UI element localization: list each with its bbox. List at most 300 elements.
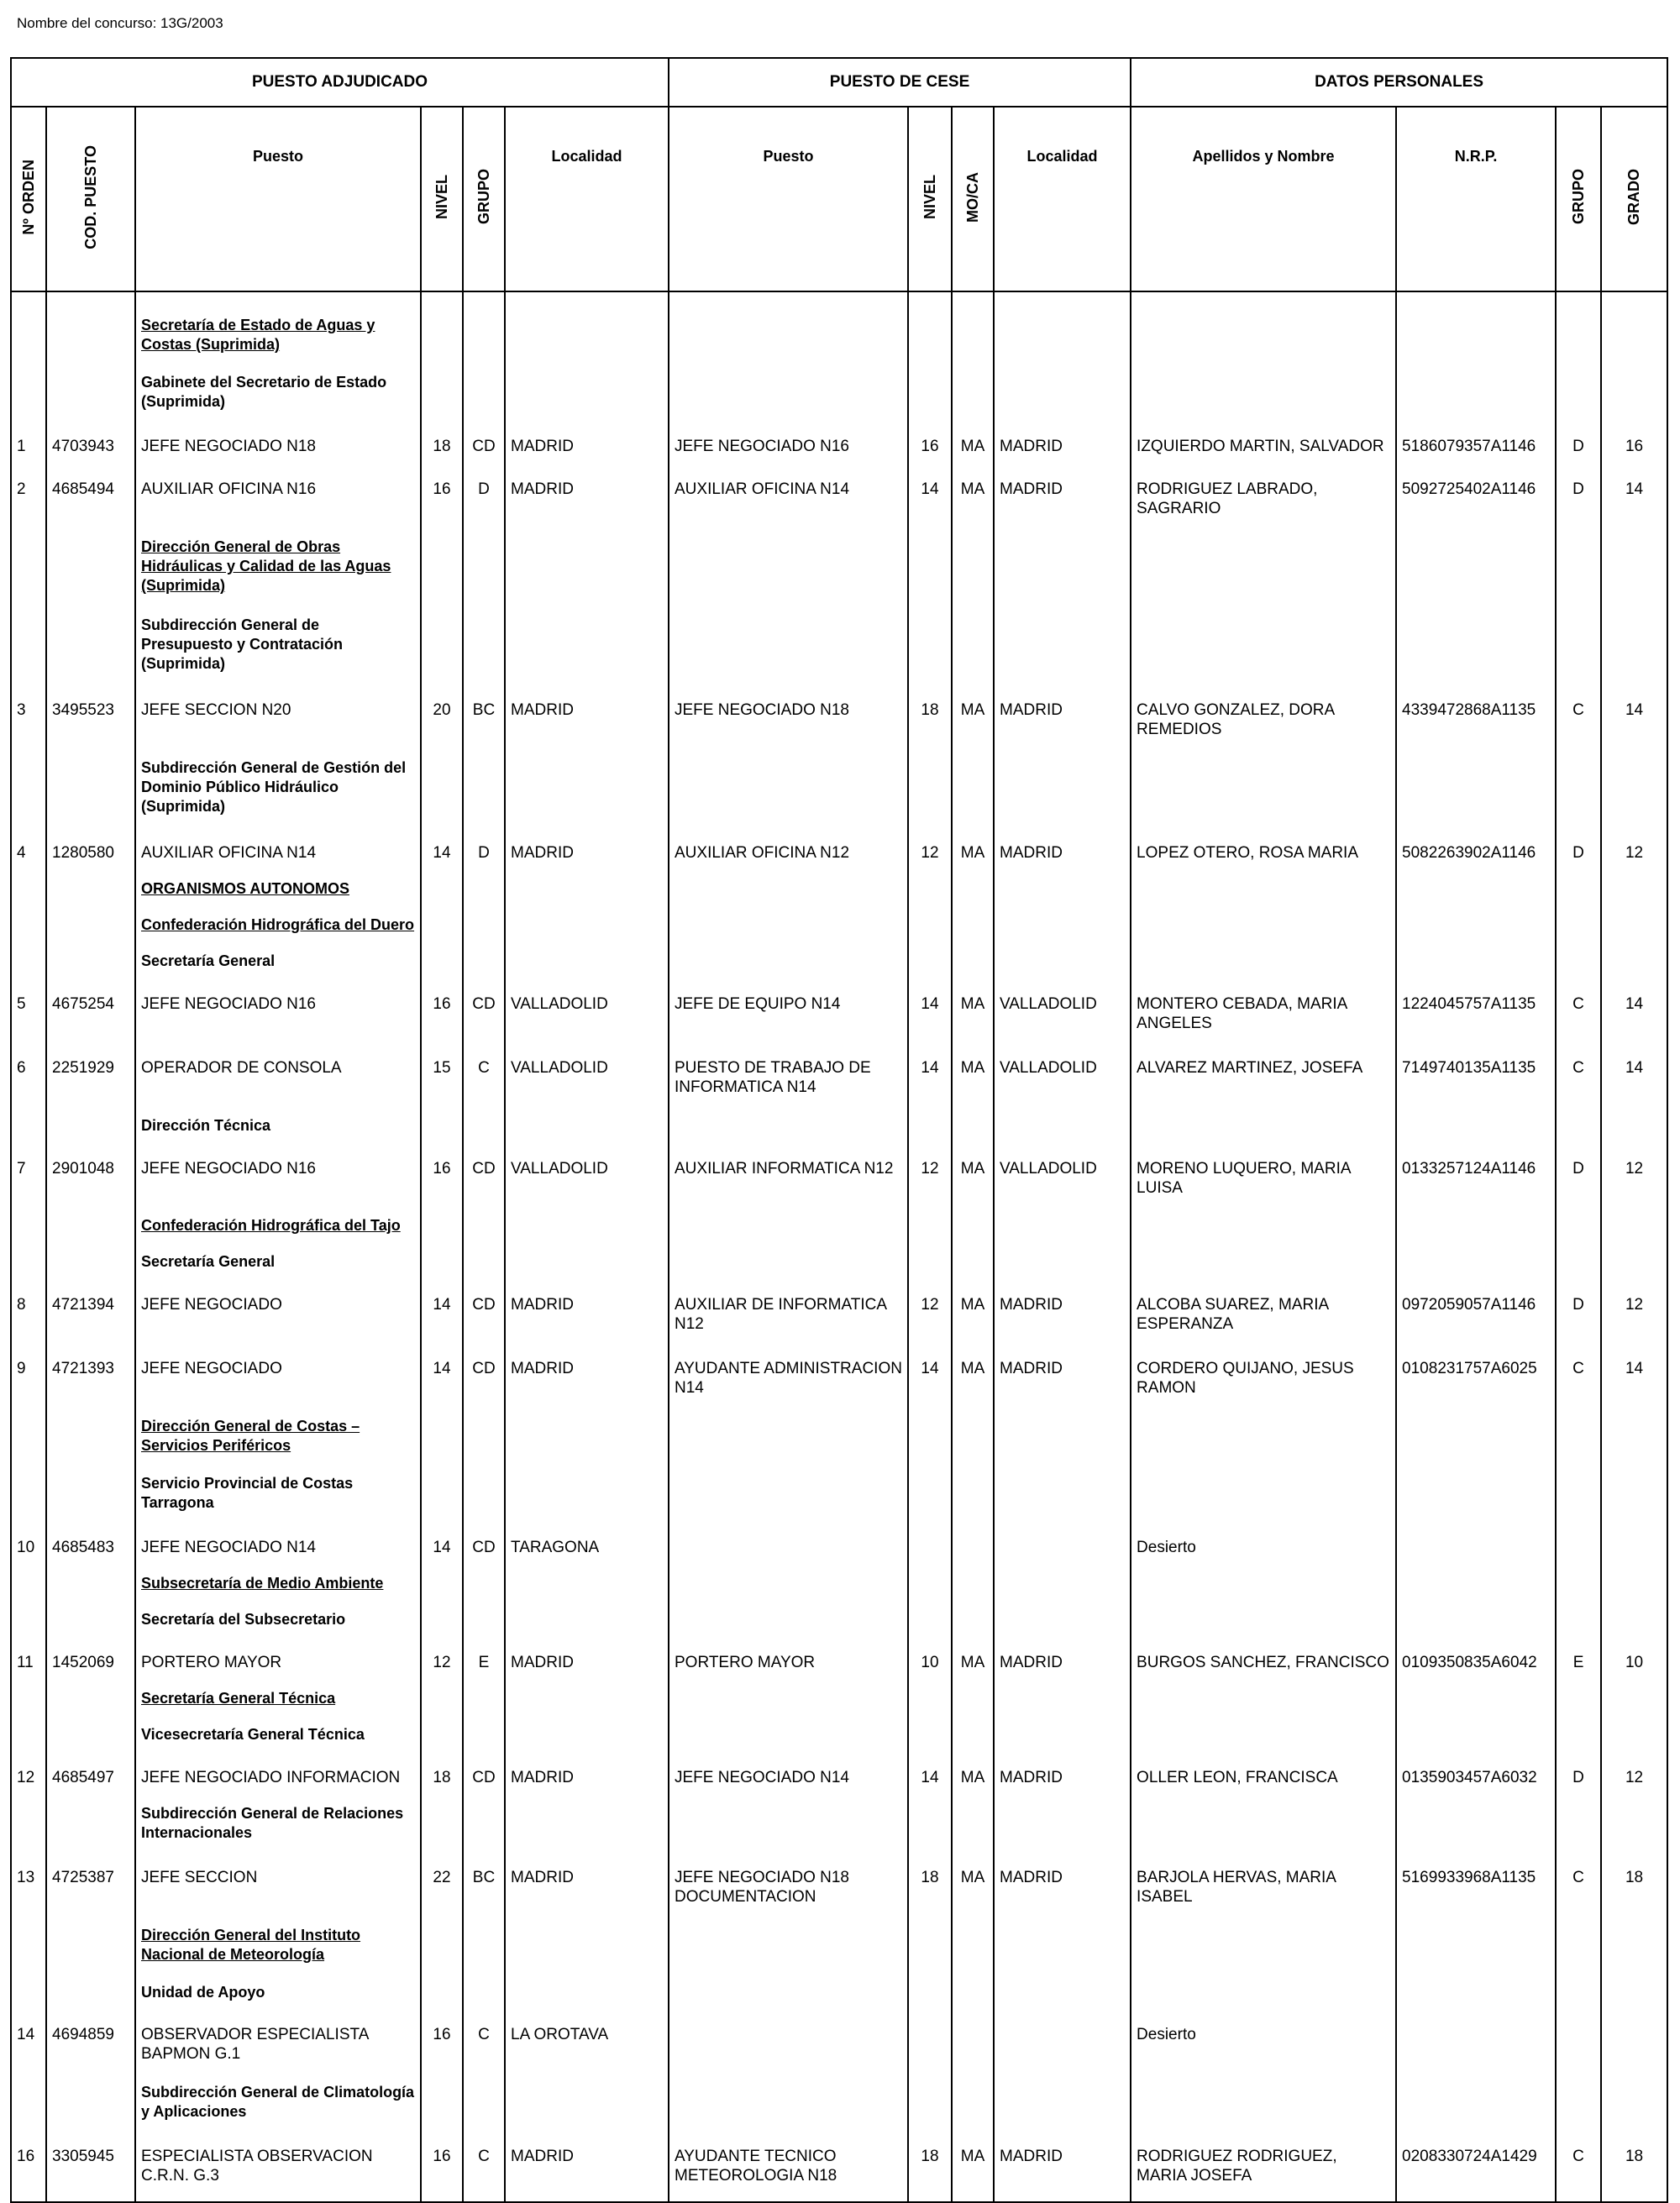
empty-cell: [908, 755, 952, 833]
table-row: [11, 1643, 1667, 1686]
cell-moca: MA: [952, 1048, 994, 1113]
empty-cell: [505, 1414, 669, 1471]
empty-cell: [11, 534, 46, 612]
section-title-text: Confederación Hidrográfica del Duero: [141, 916, 415, 934]
cell-nivel: 18: [421, 427, 463, 469]
section-title-text: Secretaría del Subsecretario: [141, 1611, 346, 1629]
empty-cell: [908, 312, 952, 370]
empty-cell: [463, 370, 505, 427]
empty-cell: [1131, 1213, 1396, 1249]
empty-cell: [1556, 370, 1601, 427]
table-row: [11, 984, 1667, 1049]
cell-cod: 3305945: [46, 2137, 135, 2201]
section-row: [11, 1922, 1667, 1980]
empty-cell: [669, 1607, 908, 1643]
section-title: [135, 1607, 421, 1643]
empty-cell: [421, 534, 463, 612]
section-title-text: Secretaría General: [141, 952, 276, 969]
cell-moca: MA: [952, 2137, 994, 2201]
cell-cese-nivel: 18: [908, 690, 952, 755]
table-row: [11, 690, 1667, 755]
cell-p-grupo: D: [1556, 833, 1601, 876]
cell-orden: 13: [11, 1858, 46, 1922]
cell-puesto: JEFE NEGOCIADO N16: [135, 984, 421, 1049]
cell-orden: 4: [11, 833, 46, 876]
empty-cell: [11, 612, 46, 690]
empty-cell: [46, 1686, 135, 1722]
empty-cell: [1556, 948, 1601, 984]
cell-p-grupo: C: [1556, 1858, 1601, 1922]
cell-nombre: ALVAREZ MARTINEZ, JOSEFA: [1131, 1048, 1396, 1113]
cell-cese-localidad: MADRID: [994, 427, 1131, 469]
cell-cese-localidad: MADRID: [994, 1758, 1131, 1801]
empty-cell: [908, 1249, 952, 1285]
empty-cell: [463, 612, 505, 690]
cell-cese-puesto: AYUDANTE TECNICO METEOROLOGIA N18: [669, 2137, 908, 2201]
section-row: [11, 534, 1667, 612]
cell-cese-localidad: MADRID: [994, 1858, 1131, 1922]
empty-cell: [421, 1249, 463, 1285]
section-title: [135, 1113, 421, 1149]
cell-nrp: 5169933968A1135: [1396, 1858, 1556, 1922]
cell-puesto: ESPECIALISTA OBSERVACION C.R.N. G.3: [135, 2137, 421, 2201]
empty-cell: [11, 1801, 46, 1858]
section-row: [11, 1249, 1667, 1285]
empty-cell: [994, 1113, 1131, 1149]
cell-nivel: 12: [421, 1643, 463, 1686]
cell-orden: 11: [11, 1643, 46, 1686]
empty-cell: [421, 1213, 463, 1249]
empty-cell: [994, 912, 1131, 948]
empty-cell: [1131, 1471, 1396, 1528]
cell-nombre: MORENO LUQUERO, MARIA LUISA: [1131, 1149, 1396, 1214]
section-title-text: Dirección General de Obras Hidráulicas y Calidad de las Aguas (Suprimida): [141, 538, 391, 594]
empty-cell: [1601, 370, 1667, 427]
col-grado: GRADO: [1601, 107, 1667, 291]
cell-puesto: JEFE NEGOCIADO: [135, 1285, 421, 1350]
empty-cell: [421, 1801, 463, 1858]
table-row: [11, 1349, 1667, 1414]
cell-cod: 4685497: [46, 1758, 135, 1801]
cell-p-grupo: [1556, 1528, 1601, 1571]
cell-cese-nivel: 18: [908, 2137, 952, 2201]
cell-p-grupo: C: [1556, 690, 1601, 755]
cell-grado: 18: [1601, 1858, 1667, 1922]
empty-cell: [421, 1980, 463, 2016]
cell-grado: [1601, 2015, 1667, 2080]
empty-cell: [1396, 1113, 1556, 1149]
empty-cell: [505, 1722, 669, 1758]
cell-puesto: AUXILIAR OFICINA N16: [135, 469, 421, 534]
empty-cell: [505, 1801, 669, 1858]
empty-cell: [505, 1471, 669, 1528]
empty-cell: [505, 312, 669, 370]
empty-cell: [952, 1571, 994, 1607]
cell-orden: 16: [11, 2137, 46, 2201]
col-cese-localidad: Localidad: [994, 107, 1131, 291]
cell-nivel: 16: [421, 469, 463, 534]
empty-cell: [669, 1722, 908, 1758]
empty-cell: [669, 2201, 908, 2202]
cell-nrp: 5092725402A1146: [1396, 469, 1556, 534]
cell-grado: 14: [1601, 984, 1667, 1049]
empty-cell: [1131, 370, 1396, 427]
empty-cell: [952, 1414, 994, 1471]
empty-cell: [669, 1922, 908, 1980]
empty-cell: [463, 948, 505, 984]
empty-cell: [46, 1471, 135, 1528]
cell-moca: MA: [952, 1643, 994, 1686]
empty-cell: [11, 1571, 46, 1607]
cell-cod: 4675254: [46, 984, 135, 1049]
cell-cese-localidad: MADRID: [994, 833, 1131, 876]
empty-cell: [46, 755, 135, 833]
empty-cell: [1601, 1113, 1667, 1149]
empty-cell: [1131, 1249, 1396, 1285]
empty-cell: [994, 876, 1131, 912]
empty-cell: [908, 1213, 952, 1249]
cell-cese-nivel: 14: [908, 984, 952, 1049]
cell-localidad: VALLADOLID: [505, 1149, 669, 1214]
empty-cell: [908, 370, 952, 427]
filler-row: [11, 2201, 1667, 2202]
col-personal-grupo: GRUPO: [1556, 107, 1601, 291]
section-row: [11, 948, 1667, 984]
section-title: [135, 1922, 421, 1980]
section-title: [135, 1980, 421, 2016]
cell-orden: 5: [11, 984, 46, 1049]
empty-cell: [11, 1607, 46, 1643]
cell-nrp: [1396, 1528, 1556, 1571]
section-row: [11, 1414, 1667, 1471]
section-row: [11, 876, 1667, 912]
empty-cell: [1556, 1249, 1601, 1285]
cell-puesto: JEFE SECCION: [135, 1858, 421, 1922]
empty-cell: [11, 1414, 46, 1471]
cell-puesto: PORTERO MAYOR: [135, 1643, 421, 1686]
cell-cod: 4725387: [46, 1858, 135, 1922]
cell-nivel: 14: [421, 833, 463, 876]
empty-cell: [46, 1922, 135, 1980]
empty-cell: [908, 1607, 952, 1643]
col-localidad: Localidad: [505, 107, 669, 291]
cell-cese-localidad: MADRID: [994, 469, 1131, 534]
cell-orden: 1: [11, 427, 46, 469]
empty-cell: [669, 755, 908, 833]
empty-cell: [505, 1249, 669, 1285]
empty-cell: [46, 312, 135, 370]
cell-grupo: C: [463, 1048, 505, 1113]
empty-cell: [952, 1801, 994, 1858]
cell-orden: 14: [11, 2015, 46, 2080]
cell-localidad: TARAGONA: [505, 1528, 669, 1571]
empty-cell: [463, 1571, 505, 1607]
cell-cese-nivel: [908, 1528, 952, 1571]
empty-cell: [463, 1686, 505, 1722]
section-title: [135, 534, 421, 612]
empty-cell: [421, 1922, 463, 1980]
section-title: [135, 1722, 421, 1758]
empty-cell: [669, 1249, 908, 1285]
cell-localidad: VALLADOLID: [505, 1048, 669, 1113]
cell-localidad: MADRID: [505, 469, 669, 534]
section-title: [135, 1571, 421, 1607]
cell-p-grupo: D: [1556, 427, 1601, 469]
section-title: [135, 370, 421, 427]
empty-cell: [1556, 1471, 1601, 1528]
section-row: [11, 1571, 1667, 1607]
empty-cell: [1556, 1113, 1601, 1149]
assignments-table: [10, 57, 1668, 2203]
empty-cell: [908, 1414, 952, 1471]
section-title-text: Unidad de Apoyo: [141, 1983, 265, 2001]
col-cod-puesto: COD. PUESTO: [46, 107, 135, 291]
cell-nombre: IZQUIERDO MARTIN, SALVADOR: [1131, 427, 1396, 469]
empty-cell: [1396, 1571, 1556, 1607]
section-row: [11, 1980, 1667, 2016]
empty-cell: [952, 948, 994, 984]
empty-cell: [908, 1980, 952, 2016]
empty-cell: [421, 948, 463, 984]
empty-cell: [46, 1722, 135, 1758]
cell-grupo: CD: [463, 1349, 505, 1414]
cell-nombre: RODRIGUEZ RODRIGUEZ, MARIA JOSEFA: [1131, 2137, 1396, 2201]
section-title-text: Subdirección General de Relaciones Internacionales: [141, 1805, 404, 1842]
section-title: [135, 612, 421, 690]
cell-grado: 12: [1601, 1149, 1667, 1214]
empty-cell: [994, 370, 1131, 427]
section-title-text: Dirección General de Costas – Servicios Periféricos: [141, 1418, 360, 1455]
section-title: [135, 1414, 421, 1471]
empty-cell: [46, 1571, 135, 1607]
cell-grado: 14: [1601, 690, 1667, 755]
empty-cell: [669, 1980, 908, 2016]
group-header-cese: PUESTO DE CESE: [669, 58, 1131, 107]
empty-cell: [421, 755, 463, 833]
empty-cell: [1396, 1414, 1556, 1471]
empty-cell: [1556, 1571, 1601, 1607]
cell-p-grupo: D: [1556, 1149, 1601, 1214]
table-row: [11, 1528, 1667, 1571]
cell-nombre: ALCOBA SUAREZ, MARIA ESPERANZA: [1131, 1285, 1396, 1350]
cell-cese-puesto: AUXILIAR INFORMATICA N12: [669, 1149, 908, 1214]
empty-cell: [994, 948, 1131, 984]
cell-cese-nivel: [908, 2015, 952, 2080]
empty-cell: [463, 534, 505, 612]
cell-cese-localidad: MADRID: [994, 690, 1131, 755]
empty-cell: [1396, 948, 1556, 984]
empty-cell: [1131, 912, 1396, 948]
empty-cell: [1601, 2201, 1667, 2202]
empty-cell: [1601, 1980, 1667, 2016]
section-title: [135, 876, 421, 912]
empty-cell: [669, 1686, 908, 1722]
empty-cell: [1601, 1722, 1667, 1758]
section-row: [11, 370, 1667, 427]
section-row: [11, 1213, 1667, 1249]
empty-cell: [908, 1471, 952, 1528]
empty-cell: [421, 1471, 463, 1528]
section-title: [135, 912, 421, 948]
cell-moca: MA: [952, 427, 994, 469]
empty-cell: [994, 1922, 1131, 1980]
table-header: [11, 58, 1667, 291]
empty-cell: [421, 2201, 463, 2202]
cell-puesto: JEFE NEGOCIADO INFORMACION: [135, 1758, 421, 1801]
cell-puesto: JEFE NEGOCIADO N16: [135, 1149, 421, 1214]
empty-cell: [11, 1113, 46, 1149]
empty-cell: [46, 1980, 135, 2016]
empty-cell: [952, 876, 994, 912]
col-apellidos: Apellidos y Nombre: [1131, 107, 1396, 291]
cell-localidad: MADRID: [505, 1349, 669, 1414]
cell-orden: 3: [11, 690, 46, 755]
empty-cell: [463, 755, 505, 833]
section-title-text: Servicio Provincial de Costas Tarragona: [141, 1475, 354, 1512]
empty-cell: [1601, 534, 1667, 612]
empty-cell: [908, 2080, 952, 2137]
section-row: [11, 312, 1667, 370]
cell-cese-nivel: 12: [908, 1285, 952, 1350]
table-row: [11, 833, 1667, 876]
cell-cese-puesto: JEFE NEGOCIADO N18: [669, 690, 908, 755]
empty-cell: [505, 1922, 669, 1980]
empty-cell: [1556, 1922, 1601, 1980]
empty-cell: [669, 534, 908, 612]
section-title: [135, 755, 421, 833]
empty-cell: [421, 1113, 463, 1149]
empty-cell: [421, 1722, 463, 1758]
empty-cell: [908, 1113, 952, 1149]
empty-cell: [669, 1471, 908, 1528]
cell-cese-localidad: MADRID: [994, 1349, 1131, 1414]
cell-nrp: 0108231757A6025: [1396, 1349, 1556, 1414]
cell-localidad: MADRID: [505, 1643, 669, 1686]
empty-cell: [1556, 1607, 1601, 1643]
empty-cell: [505, 1113, 669, 1149]
cell-nivel: 18: [421, 1758, 463, 1801]
group-header-adjudicado: PUESTO ADJUDICADO: [11, 58, 669, 107]
empty-cell: [421, 912, 463, 948]
cell-cese-puesto: AUXILIAR OFICINA N12: [669, 833, 908, 876]
empty-cell: [1556, 755, 1601, 833]
empty-cell: [669, 2080, 908, 2137]
cell-nombre: RODRIGUEZ LABRADO, SAGRARIO: [1131, 469, 1396, 534]
cell-nombre: Desierto: [1131, 1528, 1396, 1571]
empty-cell: [952, 1686, 994, 1722]
cell-localidad: MADRID: [505, 2137, 669, 2201]
empty-cell: [463, 1213, 505, 1249]
empty-cell: [46, 1607, 135, 1643]
empty-cell: [952, 1980, 994, 2016]
empty-cell: [994, 1249, 1131, 1285]
section-title: [135, 1801, 421, 1858]
section-title: [135, 1471, 421, 1528]
empty-cell: [1396, 1922, 1556, 1980]
cell-nombre: CORDERO QUIJANO, JESUS RAMON: [1131, 1349, 1396, 1414]
section-row: [11, 1471, 1667, 1528]
cell-grupo: CD: [463, 984, 505, 1049]
section-title-text: Subdirección General de Climatología y Aplicaciones: [141, 2084, 415, 2121]
cell-nrp: 5082263902A1146: [1396, 833, 1556, 876]
empty-cell: [463, 1980, 505, 2016]
cell-grupo: CD: [463, 1528, 505, 1571]
empty-cell: [463, 1801, 505, 1858]
empty-cell: [1396, 1471, 1556, 1528]
cell-orden: 2: [11, 469, 46, 534]
empty-cell: [908, 1922, 952, 1980]
empty-cell: [994, 1571, 1131, 1607]
empty-cell: [421, 1686, 463, 1722]
group-header-personales: DATOS PERSONALES: [1131, 58, 1667, 107]
empty-cell: [908, 534, 952, 612]
cell-cese-puesto: AUXILIAR OFICINA N14: [669, 469, 908, 534]
col-n-orden: Nº ORDEN: [11, 107, 46, 291]
empty-cell: [669, 1113, 908, 1149]
empty-cell: [421, 1414, 463, 1471]
empty-cell: [952, 534, 994, 612]
empty-cell: [1131, 876, 1396, 912]
empty-cell: [1601, 1922, 1667, 1980]
empty-cell: [1601, 1213, 1667, 1249]
cell-puesto: AUXILIAR OFICINA N14: [135, 833, 421, 876]
empty-cell: [1131, 755, 1396, 833]
cell-nrp: 5186079357A1146: [1396, 427, 1556, 469]
empty-cell: [994, 312, 1131, 370]
empty-cell: [1556, 1414, 1601, 1471]
section-row: [11, 1607, 1667, 1643]
cell-moca: MA: [952, 833, 994, 876]
empty-cell: [1131, 2080, 1396, 2137]
cell-moca: MA: [952, 690, 994, 755]
cell-nrp: 0972059057A1146: [1396, 1285, 1556, 1350]
col-puesto: Puesto: [135, 107, 421, 291]
empty-cell: [1396, 612, 1556, 690]
empty-cell: [1131, 1801, 1396, 1858]
cell-moca: MA: [952, 1149, 994, 1214]
empty-cell: [11, 912, 46, 948]
empty-cell: [1601, 876, 1667, 912]
cell-nombre: BARJOLA HERVAS, MARIA ISABEL: [1131, 1858, 1396, 1922]
empty-cell: [135, 2201, 421, 2202]
cell-grado: 14: [1601, 1048, 1667, 1113]
cell-nombre: LOPEZ OTERO, ROSA MARIA: [1131, 833, 1396, 876]
empty-cell: [505, 1213, 669, 1249]
empty-cell: [11, 1922, 46, 1980]
cell-cod: 3495523: [46, 690, 135, 755]
section-title-text: Subdirección General de Gestión del Dominio Público Hidráulico (Suprimida): [141, 758, 407, 815]
empty-cell: [11, 948, 46, 984]
col-moca: MO/CA: [952, 107, 994, 291]
cell-nivel: 14: [421, 1528, 463, 1571]
cell-grupo: C: [463, 2137, 505, 2201]
empty-cell: [463, 1607, 505, 1643]
empty-cell: [1601, 948, 1667, 984]
cell-moca: MA: [952, 984, 994, 1049]
empty-cell: [463, 1471, 505, 1528]
empty-cell: [11, 1686, 46, 1722]
empty-cell: [1396, 1249, 1556, 1285]
empty-cell: [1396, 1686, 1556, 1722]
empty-cell: [1556, 2080, 1601, 2137]
section-title: [135, 312, 421, 370]
empty-cell: [1131, 1571, 1396, 1607]
cell-cod: 4721393: [46, 1349, 135, 1414]
cell-p-grupo: D: [1556, 1758, 1601, 1801]
empty-cell: [505, 1686, 669, 1722]
cell-cese-puesto: JEFE NEGOCIADO N18 DOCUMENTACION: [669, 1858, 908, 1922]
empty-cell: [994, 1686, 1131, 1722]
